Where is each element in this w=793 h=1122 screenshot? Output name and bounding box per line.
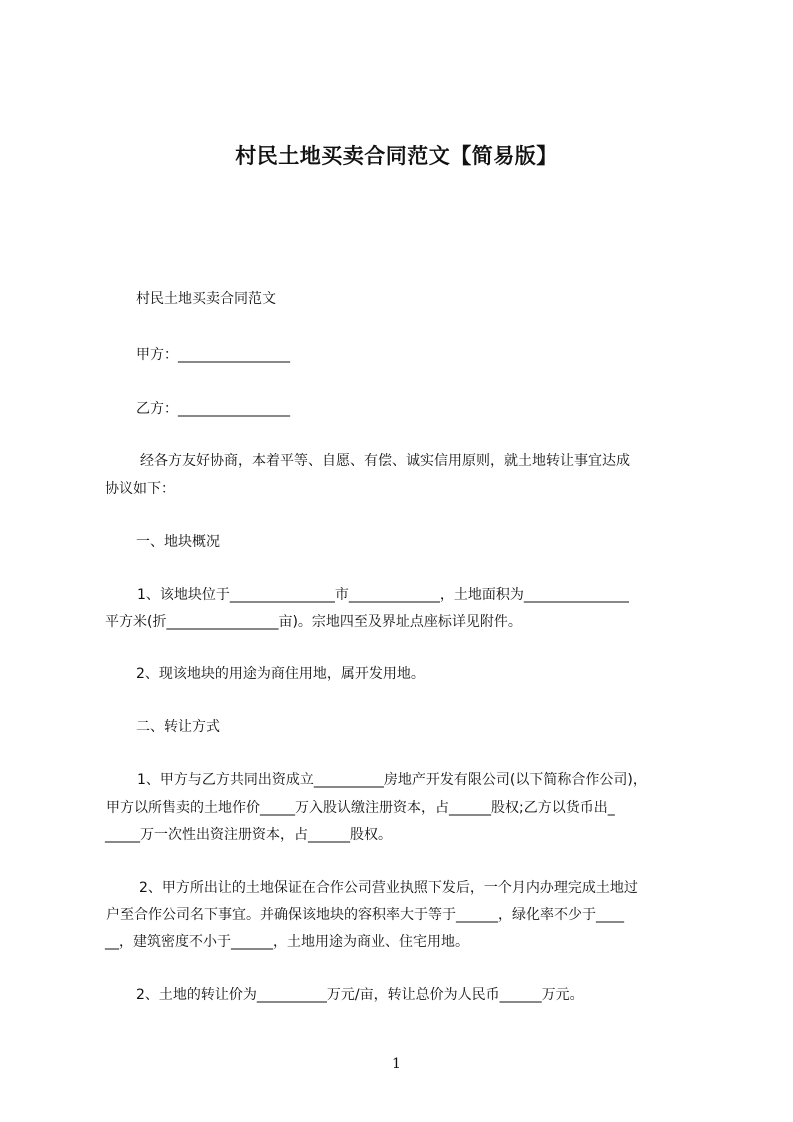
s1-item2-line: 2、现该地块的用途为商住用地，属开发用地。 xyxy=(136,666,425,682)
intro-line-2: 协议如下： xyxy=(105,481,175,497)
s2-item3-line: 2、土地的转让价为__________万元/亩，转让总价为人民币______万元。 xyxy=(136,987,584,1003)
s2-item2-line-3: __，建筑密度不小于______，土地用途为商业、住宅用地。 xyxy=(105,934,469,950)
party-a-line: 甲方：________________ xyxy=(136,347,290,363)
section-1-heading: 一、地块概况 xyxy=(136,534,220,550)
party-b-line: 乙方：________________ xyxy=(136,401,290,417)
s2-item1-line-3: _____万一次性出资注册资本，占______股权。 xyxy=(105,827,392,843)
intro-line-1: 经各方友好协商，本着平等、自愿、有偿、诚实信用原则，就土地转让事宜达成 xyxy=(140,453,630,469)
s1-item1-line-1: 1、该地块位于_______________市_____________，土地面积为_______________ xyxy=(137,587,629,603)
s2-item2-line-2: 户至合作公司名下事宜。并确保该地块的容积率大于等于______，绿化率不少于____ xyxy=(106,907,624,923)
document-title: 村民土地买卖合同范文【简易版】 xyxy=(235,144,558,168)
s2-item1-line-1: 1、甲方与乙方共同出资成立__________房地产开发有限公司(以下简称合作公司)， xyxy=(137,772,647,788)
page-number: 1 xyxy=(392,1056,401,1072)
section-2-heading: 二、转让方式 xyxy=(136,719,220,735)
s2-item2-line-1: 2、甲方所出让的土地保证在合作公司营业执照下发后，一个月内办理完成土地过 xyxy=(139,880,638,896)
s1-item1-line-2: 平方米(折________________亩)。宗地四至及界址点座标详见附件。 xyxy=(105,614,522,630)
s2-item1-line-2: 甲方以所售卖的土地作价_____万入股认缴注册资本，占______股权;乙方以货币出_ xyxy=(106,800,615,816)
subtitle-line: 村民土地买卖合同范文 xyxy=(136,291,276,307)
